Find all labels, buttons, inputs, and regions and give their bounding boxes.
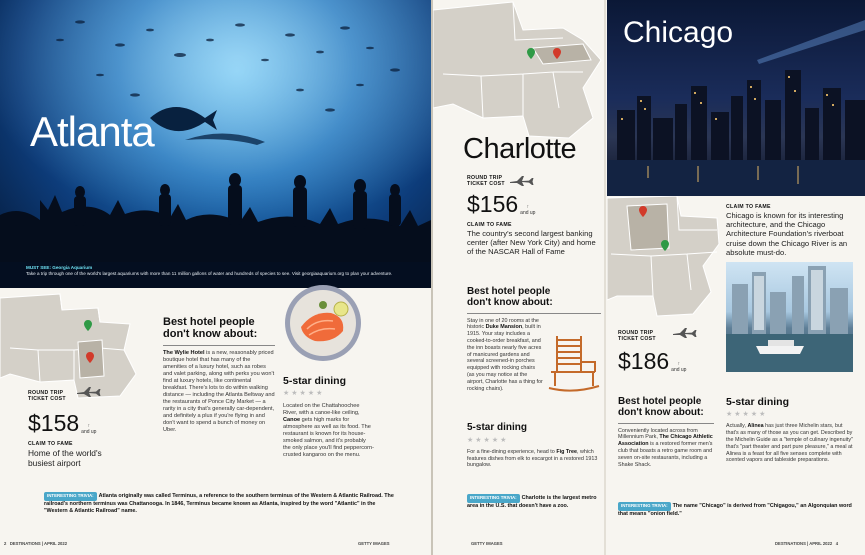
river-illustration <box>726 262 853 372</box>
chicago-hotel-body <box>618 428 714 469</box>
atlanta-price-suffix: ↑ and up <box>81 423 97 435</box>
atlanta-ticket-label-1: ROUND TRIP <box>28 390 64 396</box>
atlanta-map <box>0 290 145 400</box>
caption-label: MUST SEE: Georgia Aquarium <box>26 265 93 270</box>
charlotte-price-suffix-text: and up <box>520 210 536 216</box>
atlanta-ticket-label-2: TICKET COST <box>28 396 66 402</box>
atlanta-trivia <box>44 492 398 514</box>
left-folio <box>4 541 67 546</box>
charlotte-dining-heading: 5-star dining <box>467 422 528 433</box>
atlanta-hotel-name: The Wylie Hotel <box>163 349 205 356</box>
charlotte-dining-text-2: , which features dishes from elk to escargot in a restored 1913 bungalow. <box>467 448 598 469</box>
charlotte-hotel-section <box>467 287 601 396</box>
column-divider <box>604 0 606 555</box>
airplane-icon <box>76 386 102 398</box>
charlotte-dining-section <box>467 423 599 469</box>
atlanta-trivia-text: Atlanta originally was called Terminus, a reference to the southern terminus of the Western & Atlantic Railroad. The railroad's northern terminus was Chattanooga. In 1846, Terminus became known as Atlanta, inspired by the word "Atlantic" in the "Western & Atlantic Railroad" name. <box>44 493 394 514</box>
chicago-price: $186 <box>618 348 670 374</box>
chicago-hotel-section <box>618 397 714 468</box>
atlanta-dining-heading: 5-star dining <box>283 375 347 387</box>
atlanta-price-suffix-text: and up <box>81 429 97 435</box>
right-page <box>433 0 865 555</box>
charlotte-hotel-name: Duke Mansion <box>485 324 523 331</box>
airplane-icon <box>672 327 698 339</box>
atlanta-dining-body <box>283 403 375 459</box>
chicago-title: Chicago <box>623 16 734 49</box>
chicago-hotel-heading: Best hotel people don't know about: <box>618 396 704 418</box>
chicago-ticket <box>618 330 728 373</box>
charlotte-ticket <box>467 175 597 257</box>
atlanta-claim-text: Home of the world's busiest airport <box>28 448 102 468</box>
charlotte-trivia <box>467 494 599 510</box>
chicago-dining-heading: 5-star dining <box>726 396 790 408</box>
divider <box>618 423 714 424</box>
chicago-map <box>607 196 721 332</box>
left-photo-credit: GETTY IMAGES <box>358 541 390 546</box>
chicago-dining-body <box>726 423 856 464</box>
chicago-claim-text: Chicago is known for its interesting architecture, and the Chicago Architecture Foundation's riverboat cruise down the Chicago River is an absolute must-do. <box>726 211 848 257</box>
right-folio-text: DESTINATIONS | APRIL 2022 <box>775 541 833 546</box>
right-folio <box>775 541 838 546</box>
charlotte-title: Charlotte <box>463 133 577 165</box>
chicago-trivia-label: INTERESTING TRIVIA: <box>618 502 671 511</box>
chicago-ticket-label-2: TICKET COST <box>618 336 656 342</box>
chicago-dining-section <box>726 397 856 464</box>
atlanta-hotel-section <box>163 317 275 434</box>
left-folio-text: DESTINATIONS | APRIL 2022 <box>9 541 68 546</box>
divider <box>163 345 275 346</box>
right-photo-credit: GETTY IMAGES <box>471 541 503 546</box>
charlotte-stars: ★★★★★ <box>467 436 509 444</box>
chicago-price-suffix: ↑ and up <box>671 361 687 373</box>
charlotte-hotel-text-2: , built in 1915. Your stay includes a cooked-to-order breakfast, and the inn boasts nearly five acres of manicured gardens and several screened-in porches equipped with rocking chairs (as you may notice at the airport, Charlotte has a thing for rocking chairs). <box>467 324 543 392</box>
chicago-hotel-text-1: Conveniently located across from Millennium Park, <box>618 427 698 441</box>
atlanta-hotel-text: is a new, reasonably priced boutique hotel that has many of the amenities of a luxury hotel, such as robes and valet parking, along with perks you won't find at luxury hotels, like continental breakfast. There's lots to do within walking distance — including the Atlanta Beltway and the restaurants of Ponce City Market — a rarity in a city that's generally car-dependent, and definitely a plus if you're flying in and don't want to spend a bunch of money on Uber. <box>163 349 275 433</box>
atlanta-hotel-heading: Best hotel people don't know about: <box>163 316 258 340</box>
divider <box>467 313 601 314</box>
salmon-plate-photo <box>283 283 363 363</box>
charlotte-dining-body <box>467 449 599 469</box>
chicago-dining-text-1: Actually, <box>726 423 748 430</box>
chicago-hotel-text-2: is a restored former men's club that boasts a retro game room and seven on-site restaurants, including a Shake Shack. <box>618 441 713 468</box>
left-page <box>0 0 431 555</box>
charlotte-dining-name: Fig Tree <box>556 448 577 455</box>
chicago-claim <box>726 204 858 257</box>
chicago-trivia-text: The name "Chicago" is derived from "Chigagou," an Algonquian word that means "onion field." <box>618 503 852 517</box>
right-page-number: 4 <box>835 541 839 546</box>
chicago-river-photo <box>726 262 853 372</box>
charlotte-trivia-label: INTERESTING TRIVIA: <box>467 494 520 503</box>
chicago-dining-name: Alinea <box>747 423 764 430</box>
atlanta-stars: ★★★★★ <box>283 390 325 398</box>
charlotte-price: $156 <box>467 191 519 217</box>
charlotte-trivia-text: Charlotte is the largest metro area in the U.S. that doesn't have a zoo. <box>467 495 597 509</box>
chicago-stars: ★★★★★ <box>726 411 768 419</box>
charlotte-hotel-text-1: Stay in one of 20 rooms at the historic <box>467 317 539 331</box>
atlanta-dining-text-2: gets high marks for atmosphere as well as its food. The restaurant is known for its house-smoked salmon, and it's probably the only place you'll find peppercorn-crusted kangaroo on the menu. <box>283 417 374 459</box>
left-page-number: 2 <box>4 541 7 546</box>
chicago-skyline-photo <box>607 0 865 196</box>
atlanta-dining-text-1: Located on the Chattahoochee River, with a canoe-like ceiling, <box>283 403 360 417</box>
atlanta-price: $158 <box>28 410 80 436</box>
charlotte-hotel-heading: Best hotel people don't know about: <box>467 286 553 308</box>
chicago-price-suffix-text: and up <box>671 367 687 373</box>
atlanta-dining-name: Canoe <box>283 417 301 424</box>
chicago-ticket-label-1: ROUND TRIP <box>618 330 654 336</box>
caption-text: Take a trip through one of the world's largest aquariums with more than 11 million gallons of water and hundreds of species to see. Visit georgiaaquarium.org to plan your adventure. <box>26 271 393 276</box>
charlotte-hotel-body <box>467 318 601 393</box>
atlanta-dining-section <box>283 376 375 459</box>
rocking-chair-photo <box>547 332 601 394</box>
chicago-dining-text-2: has just three Michelin stars, but that's as many of those as you can get. Described by the Michelin Guide as a "temple of culinary ingenuity" that's "part theater and part pure pleasure," a meal at Alinea is a feast for all five senses complete with scented vapors and tableside preparations. <box>726 423 853 464</box>
charlotte-ticket-label-1: ROUND TRIP <box>467 175 503 181</box>
charlotte-ticket-label-2: TICKET COST <box>467 181 505 187</box>
chicago-trivia <box>618 502 858 518</box>
chicago-claim-label: CLAIM TO FAME <box>726 204 771 210</box>
airplane-icon <box>509 175 535 187</box>
charlotte-claim-text: The country's second largest banking center (after New York City) and home of the NASCAR Hall of Fame <box>467 229 596 257</box>
atlanta-hotel-body <box>163 350 275 434</box>
atlanta-title: Atlanta <box>30 108 154 155</box>
atlanta-trivia-label: INTERESTING TRIVIA: <box>44 492 97 501</box>
charlotte-dining-text-1: For a fine-dining experience, head to <box>467 448 557 455</box>
atlanta-claim-label: CLAIM TO FAME <box>28 441 73 447</box>
charlotte-map <box>433 0 605 140</box>
atlanta-photo-caption <box>0 262 431 288</box>
charlotte-claim-label: CLAIM TO FAME <box>467 222 512 228</box>
atlanta-ticket <box>28 390 112 468</box>
charlotte-price-suffix: ↑ and up <box>520 204 536 216</box>
aquarium-photo <box>0 0 431 288</box>
chicago-hotel-name: The Chicago Athletic Association <box>618 434 713 448</box>
